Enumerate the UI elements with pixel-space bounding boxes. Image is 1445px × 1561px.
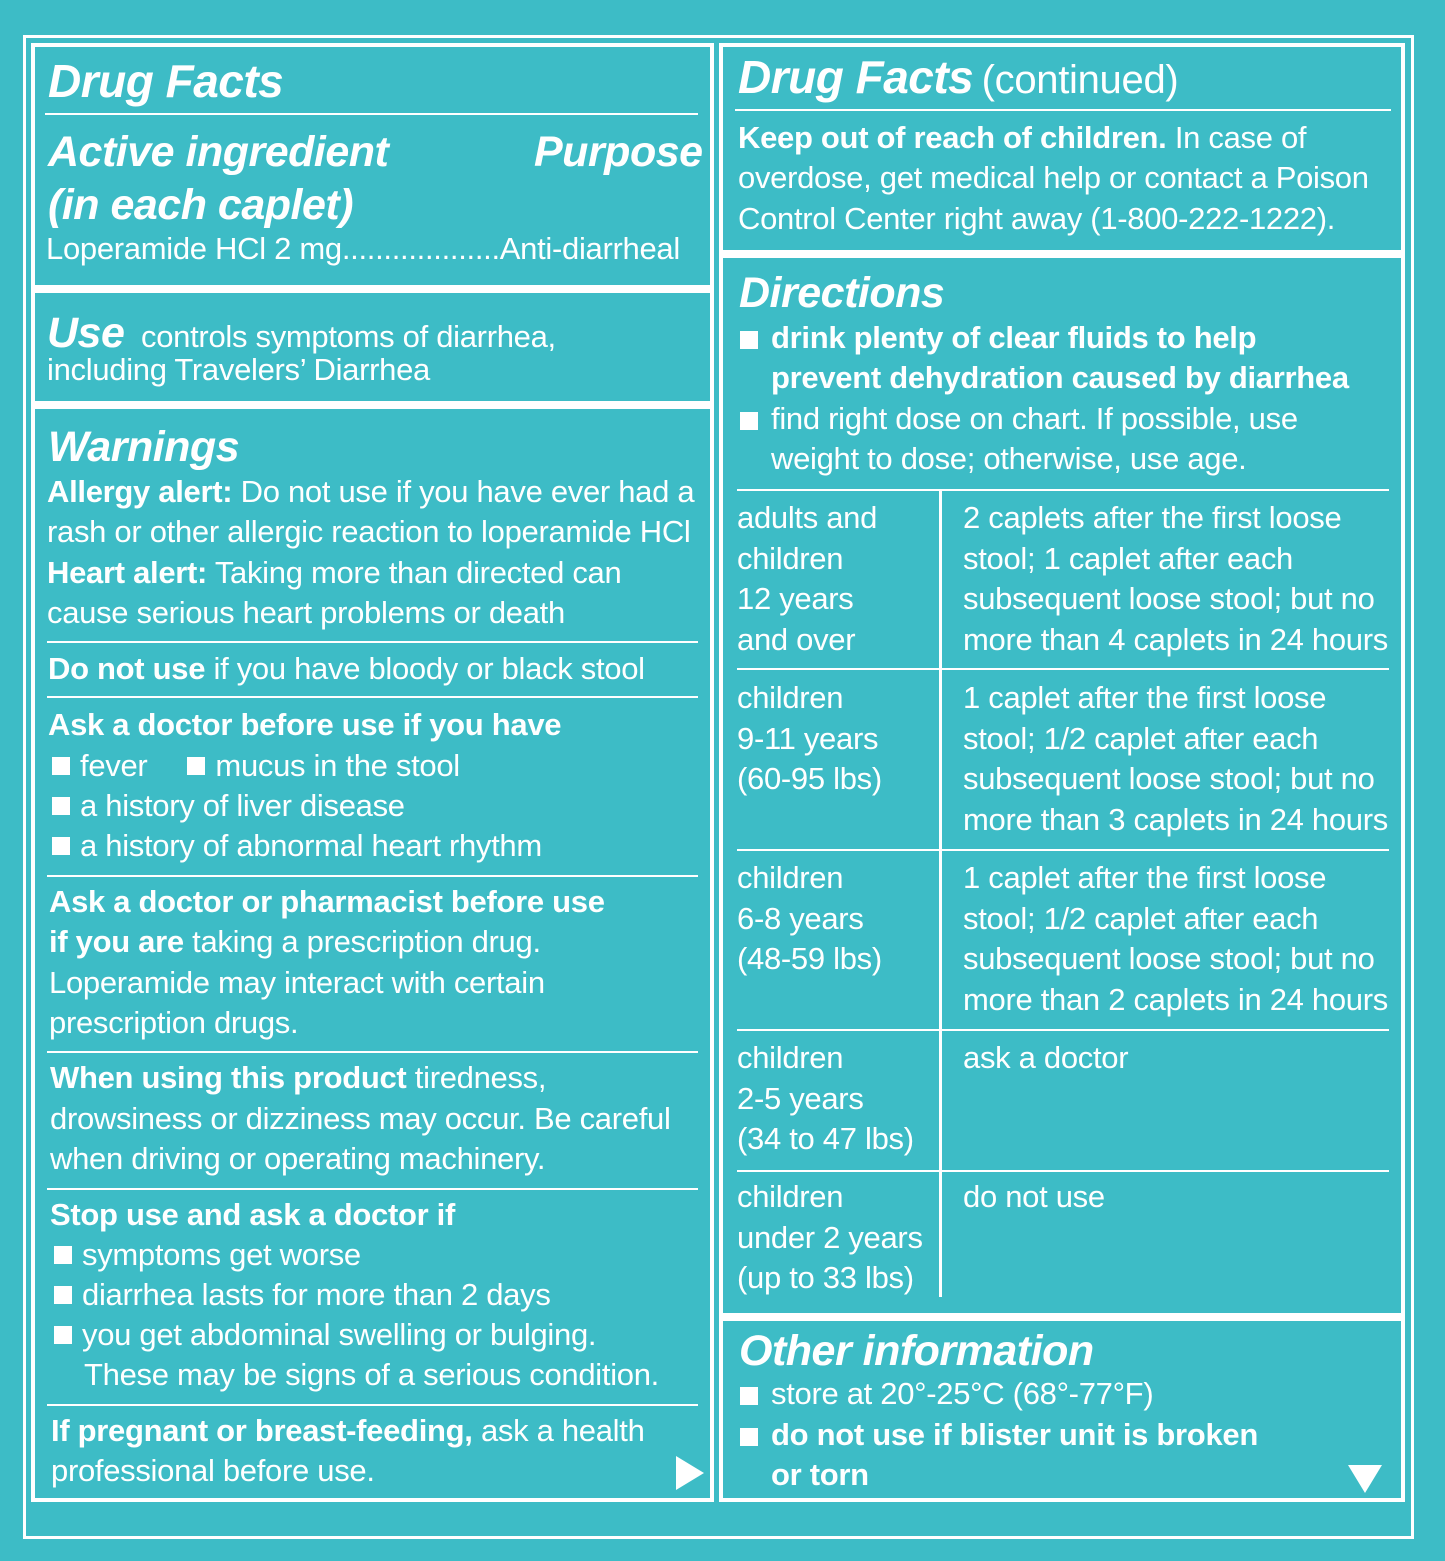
bullet-icon — [740, 1428, 758, 1446]
ask-pharmacist-line-2 — [49, 922, 541, 962]
title-rule — [45, 113, 698, 115]
bullet-icon — [52, 837, 70, 855]
stop-use-item-3-cont: These may be signs of a serious condition. — [84, 1357, 659, 1392]
purpose-heading: Purpose — [534, 128, 703, 176]
warnings-rule-4 — [47, 1051, 698, 1053]
warnings-rule-5 — [47, 1188, 698, 1190]
directions-item-1b: prevent dehydration caused by diarrhea — [771, 360, 1349, 395]
other-information-heading: Other information — [739, 1327, 1094, 1375]
ask-pharmacist-heading-2: if you are — [49, 924, 184, 959]
ask-doctor-item-mucus: mucus in the stool — [215, 748, 460, 783]
active-ingredient-subheading: (in each caplet) — [48, 181, 354, 229]
ingredient-purpose: Anti-diarrheal — [499, 231, 680, 266]
dose-row-dose: 1 caplet after the first loose stool; 1/2 caplet after each subsequent loose stool; but no more than 2 caplets in 24 hours — [963, 860, 1388, 1017]
warnings-rule-3 — [47, 875, 698, 877]
dose-row-who: children 6-8 years (48-59 lbs) — [737, 860, 882, 976]
dose-row-dose: do not use — [963, 1179, 1105, 1214]
pregnant-line-2: professional before use. — [51, 1453, 375, 1488]
when-using-text-1: tiredness, — [414, 1060, 547, 1095]
warnings-rule-6 — [47, 1404, 698, 1406]
keep-out-label: Keep out of reach of children. — [738, 120, 1167, 155]
keep-out-line-1 — [738, 118, 1306, 158]
allergy-line-2: rash or other allergic reaction to loperamide HCl — [47, 514, 691, 549]
use-heading: Use — [47, 309, 125, 357]
allergy-text-1: Do not use if you have ever had a — [240, 474, 695, 509]
ask-pharmacist-line-4: prescription drugs. — [49, 1005, 299, 1040]
when-using-line-2: drowsiness or dizziness may occur. Be careful — [50, 1101, 671, 1136]
allergy-line-1 — [47, 472, 694, 512]
dose-table-rule — [737, 1170, 1389, 1172]
do-not-use-text: if you have bloody or black stool — [213, 651, 645, 686]
warnings-rule-1 — [47, 641, 698, 643]
use-line-2: including Travelers’ Diarrhea — [47, 352, 430, 387]
bullet-icon — [52, 757, 70, 775]
heart-line-1 — [47, 553, 621, 593]
triangle-right-icon — [676, 1456, 704, 1490]
heart-text-1: Taking more than directed can — [214, 555, 622, 590]
stop-use-item-2-text: diarrhea lasts for more than 2 days — [82, 1277, 551, 1312]
dose-row-dose: 2 caplets after the first loose stool; 1 caplet after each subsequent loose stool; but no more than 4 caplets in 24 hours — [963, 500, 1388, 657]
warnings-rule-2 — [47, 696, 698, 698]
keep-out-line-3: Control Center right away (1-800-222-1222). — [738, 201, 1336, 236]
pregnant-line-1 — [51, 1411, 645, 1451]
triangle-down-icon — [1348, 1465, 1382, 1493]
dose-row-who: children 2-5 years (34 to 47 lbs) — [737, 1040, 914, 1156]
when-using-line-3: when driving or operating machinery. — [50, 1141, 546, 1176]
ingredient-name: Loperamide HCl 2 mg — [46, 231, 342, 266]
ask-doctor-item-heart — [52, 826, 542, 866]
when-using-line-1 — [50, 1058, 546, 1098]
bullet-icon — [54, 1286, 72, 1304]
ingredient-dots: ................... — [341, 231, 500, 266]
drug-facts-title: Drug Facts — [48, 55, 284, 107]
pregnant-label: If pregnant or breast-feeding, — [51, 1413, 473, 1448]
ingredient-line — [46, 229, 680, 269]
directions-item-2a: find right dose on chart. If possible, use — [771, 401, 1298, 436]
stop-use-item-1 — [54, 1235, 361, 1275]
directions-item-1a: drink plenty of clear fluids to help — [771, 320, 1257, 355]
dose-row-who: children under 2 years (up to 33 lbs) — [737, 1179, 923, 1295]
pregnant-text-1: ask a health — [480, 1413, 645, 1448]
ask-pharmacist-heading: Ask a doctor or pharmacist before use — [49, 884, 605, 919]
keep-out-line-2: overdose, get medical help or contact a Poison — [738, 160, 1369, 195]
ask-doctor-item-fever: fever — [80, 748, 148, 783]
dose-row-who: adults and children 12 years and over — [737, 500, 878, 657]
ask-doctor-heading: Ask a doctor before use if you have — [48, 707, 562, 742]
allergy-label: Allergy alert: — [47, 474, 233, 509]
dose-table-rule — [737, 849, 1389, 851]
stop-use-item-2 — [54, 1275, 551, 1315]
directions-item-2b: weight to dose; otherwise, use age. — [771, 441, 1247, 476]
stop-use-heading: Stop use and ask a doctor if — [50, 1197, 456, 1232]
directions-heading: Directions — [739, 269, 945, 317]
heart-line-2: cause serious heart problems or death — [47, 595, 565, 630]
dose-table-rule — [737, 668, 1389, 670]
continued-title-main: Drug Facts — [738, 51, 974, 103]
when-using-label: When using this product — [50, 1060, 407, 1095]
warnings-heading: Warnings — [48, 423, 240, 471]
bullet-icon — [187, 757, 205, 775]
dose-row-who: children 9-11 years (60-95 lbs) — [737, 680, 882, 796]
bullet-icon — [740, 331, 758, 349]
do-not-use-label: Do not use — [48, 651, 206, 686]
continued-title-suffix: (continued) — [981, 58, 1179, 102]
other-item-2b: or torn — [771, 1457, 869, 1492]
bullet-icon — [740, 412, 758, 430]
ask-doctor-item-liver — [52, 786, 405, 826]
other-item-2a: do not use if blister unit is broken — [771, 1417, 1258, 1452]
bullet-icon — [54, 1326, 72, 1344]
bullet-icon — [740, 1387, 758, 1405]
ask-doctor-items-1 — [52, 746, 460, 786]
bullet-icon — [54, 1246, 72, 1264]
stop-use-item-3 — [54, 1315, 596, 1355]
dose-table-divider — [939, 489, 942, 1297]
use-text-1: controls symptoms of diarrhea, — [141, 319, 556, 354]
active-ingredient-heading: Active ingredient — [48, 128, 389, 176]
dose-table-rule — [737, 1029, 1389, 1031]
continued-title — [738, 50, 1178, 104]
other-item-1: store at 20°-25°C (68°-77°F) — [771, 1376, 1154, 1411]
bullet-icon — [52, 797, 70, 815]
ask-pharmacist-text-1: taking a prescription drug. — [192, 924, 541, 959]
ask-doctor-item-liver-text: a history of liver disease — [80, 788, 405, 823]
dose-table-rule — [737, 489, 1389, 491]
dose-row-dose: 1 caplet after the first loose stool; 1/2 caplet after each subsequent loose stool; but no more than 3 caplets in 24 hours — [963, 680, 1388, 837]
dose-row-dose: ask a doctor — [963, 1040, 1129, 1075]
heart-label: Heart alert: — [47, 555, 208, 590]
ask-pharmacist-line-3: Loperamide may interact with certain — [49, 965, 545, 1000]
ask-doctor-item-heart-text: a history of abnormal heart rhythm — [80, 828, 542, 863]
stop-use-item-1-text: symptoms get worse — [82, 1237, 361, 1272]
continued-title-rule — [735, 109, 1391, 111]
do-not-use-line — [48, 649, 645, 689]
stop-use-item-3-text: you get abdominal swelling or bulging. — [82, 1317, 597, 1352]
keep-out-text-1: In case of — [1174, 120, 1307, 155]
